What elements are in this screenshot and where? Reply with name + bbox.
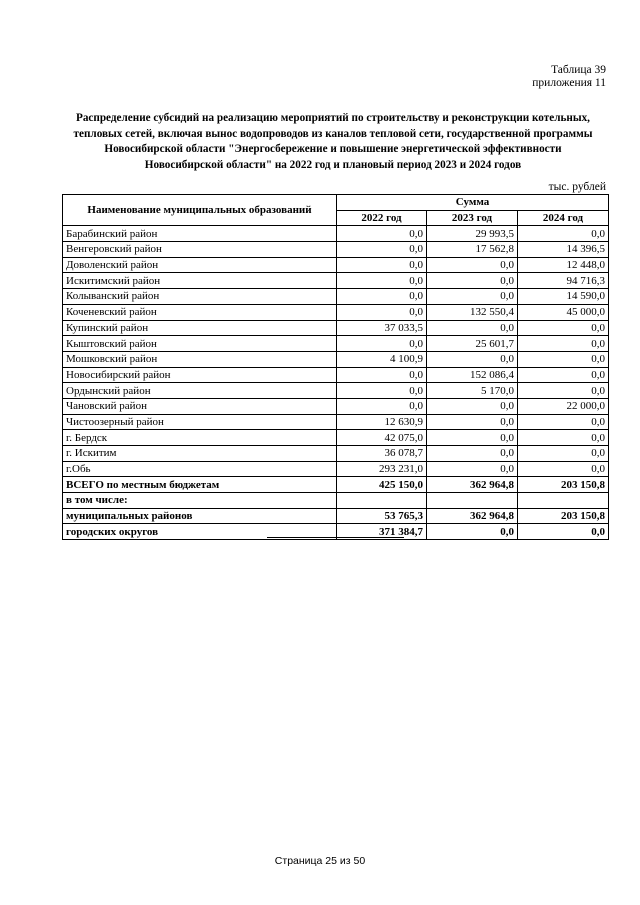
table-row [63, 289, 609, 305]
amount-cell: 12 448,0 [518, 257, 609, 273]
table-row [63, 446, 609, 462]
amount-cell: 152 086,4 [427, 367, 518, 383]
amount-cell: 0,0 [427, 289, 518, 305]
municipality-name: городских округов [63, 524, 337, 540]
municipality-name: Чистоозерный район [63, 414, 337, 430]
municipality-name: ВСЕГО по местным бюджетам [63, 477, 337, 493]
page-number: Страница 25 из 50 [274, 855, 366, 867]
table-row [63, 336, 609, 352]
amount-cell: 293 231,0 [337, 461, 427, 477]
municipality-name: в том числе: [63, 493, 337, 509]
amount-cell: 425 150,0 [337, 477, 427, 493]
table-row [63, 398, 609, 414]
amount-cell: 362 964,8 [427, 477, 518, 493]
title-line: Новосибирской области" на 2022 год и плановый период 2023 и 2024 годов [144, 158, 522, 171]
amount-cell: 203 150,8 [518, 508, 609, 524]
amount-cell: 0,0 [427, 414, 518, 430]
amount-cell [518, 493, 609, 509]
municipality-name: Ордынский район [63, 383, 337, 399]
amount-cell: 22 000,0 [518, 398, 609, 414]
appendix-reference: приложения 11 [532, 77, 606, 89]
table-row [63, 304, 609, 320]
amount-cell: 0,0 [337, 383, 427, 399]
header-sum: Сумма [337, 195, 609, 211]
amount-cell: 29 993,5 [427, 226, 518, 242]
units-label: тыс. рублей [548, 181, 606, 193]
amount-cell: 0,0 [427, 320, 518, 336]
document-title [60, 111, 606, 173]
municipality-name: Венгеровский район [63, 242, 337, 258]
amount-cell: 12 630,9 [337, 414, 427, 430]
amount-cell [337, 493, 427, 509]
table-row [63, 430, 609, 446]
table-row [63, 257, 609, 273]
table-row [63, 273, 609, 289]
table-number: Таблица 39 [551, 64, 606, 76]
header-year-2024: 2024 год [518, 210, 609, 226]
table-row [63, 351, 609, 367]
amount-cell: 42 075,0 [337, 430, 427, 446]
title-line: тепловых сетей, включая вынос водопроводов из каналов тепловой сети, государственной программы [73, 127, 593, 140]
amount-cell: 0,0 [427, 351, 518, 367]
municipality-name: г. Искитим [63, 446, 337, 462]
total-row [63, 477, 609, 493]
amount-cell: 17 562,8 [427, 242, 518, 258]
amount-cell: 0,0 [427, 430, 518, 446]
municipality-name: Кыштовский район [63, 336, 337, 352]
amount-cell: 0,0 [337, 257, 427, 273]
title-line: Новосибирской области "Энергосбережение и повышение энергетической эффективности [104, 143, 562, 155]
amount-cell: 0,0 [518, 383, 609, 399]
municipality-name: Искитимский район [63, 273, 337, 289]
amount-cell: 36 078,7 [337, 446, 427, 462]
amount-cell: 25 601,7 [427, 336, 518, 352]
amount-cell: 53 765,3 [337, 508, 427, 524]
amount-cell [427, 493, 518, 509]
amount-cell: 0,0 [518, 320, 609, 336]
amount-cell: 0,0 [518, 446, 609, 462]
municipality-name: г. Бердск [63, 430, 337, 446]
municipality-name: Доволенский район [63, 257, 337, 273]
amount-cell: 14 396,5 [518, 242, 609, 258]
amount-cell: 45 000,0 [518, 304, 609, 320]
amount-cell: 0,0 [337, 242, 427, 258]
amount-cell: 362 964,8 [427, 508, 518, 524]
subsidy-table [62, 194, 609, 540]
amount-cell: 0,0 [518, 336, 609, 352]
municipality-name: Чановский район [63, 398, 337, 414]
total-row [63, 508, 609, 524]
amount-cell: 4 100,9 [337, 351, 427, 367]
municipality-name: г.Обь [63, 461, 337, 477]
header-year-2022: 2022 год [337, 210, 427, 226]
table-reference [532, 64, 606, 90]
amount-cell: 0,0 [518, 414, 609, 430]
table-row [63, 226, 609, 242]
amount-cell: 14 590,0 [518, 289, 609, 305]
amount-cell: 0,0 [337, 273, 427, 289]
amount-cell: 5 170,0 [427, 383, 518, 399]
amount-cell: 371 384,7 [337, 524, 427, 540]
amount-cell: 0,0 [518, 524, 609, 540]
table-body [63, 226, 609, 540]
amount-cell: 0,0 [518, 430, 609, 446]
amount-cell: 0,0 [518, 226, 609, 242]
header-year-2023: 2023 год [427, 210, 518, 226]
municipality-name: Купинский район [63, 320, 337, 336]
amount-cell: 0,0 [337, 289, 427, 305]
municipality-name: муниципальных районов [63, 508, 337, 524]
amount-cell: 0,0 [337, 304, 427, 320]
total-row [63, 493, 609, 509]
municipality-name: Колыванский район [63, 289, 337, 305]
amount-cell: 0,0 [337, 226, 427, 242]
amount-cell: 0,0 [427, 257, 518, 273]
amount-cell: 0,0 [518, 367, 609, 383]
amount-cell: 0,0 [427, 273, 518, 289]
amount-cell: 37 033,5 [337, 320, 427, 336]
amount-cell: 203 150,8 [518, 477, 609, 493]
amount-cell: 132 550,4 [427, 304, 518, 320]
amount-cell: 94 716,3 [518, 273, 609, 289]
amount-cell: 0,0 [518, 461, 609, 477]
table-row [63, 461, 609, 477]
municipality-name: Мошковский район [63, 351, 337, 367]
table-row [63, 242, 609, 258]
amount-cell: 0,0 [337, 367, 427, 383]
amount-cell: 0,0 [427, 446, 518, 462]
amount-cell: 0,0 [427, 461, 518, 477]
table-row [63, 414, 609, 430]
municipality-name: Барабинский район [63, 226, 337, 242]
title-line: Распределение субсидий на реализацию мероприятий по строительству и реконструкции котельных, [76, 112, 590, 124]
table-row [63, 383, 609, 399]
table-row [63, 367, 609, 383]
amount-cell: 0,0 [337, 398, 427, 414]
table-row [63, 320, 609, 336]
header-name-column: Наименование муниципальных образований [63, 195, 337, 226]
amount-cell: 0,0 [337, 336, 427, 352]
end-rule [267, 537, 404, 538]
amount-cell: 0,0 [427, 398, 518, 414]
amount-cell: 0,0 [427, 524, 518, 540]
municipality-name: Коченевский район [63, 304, 337, 320]
municipality-name: Новосибирский район [63, 367, 337, 383]
amount-cell: 0,0 [518, 351, 609, 367]
